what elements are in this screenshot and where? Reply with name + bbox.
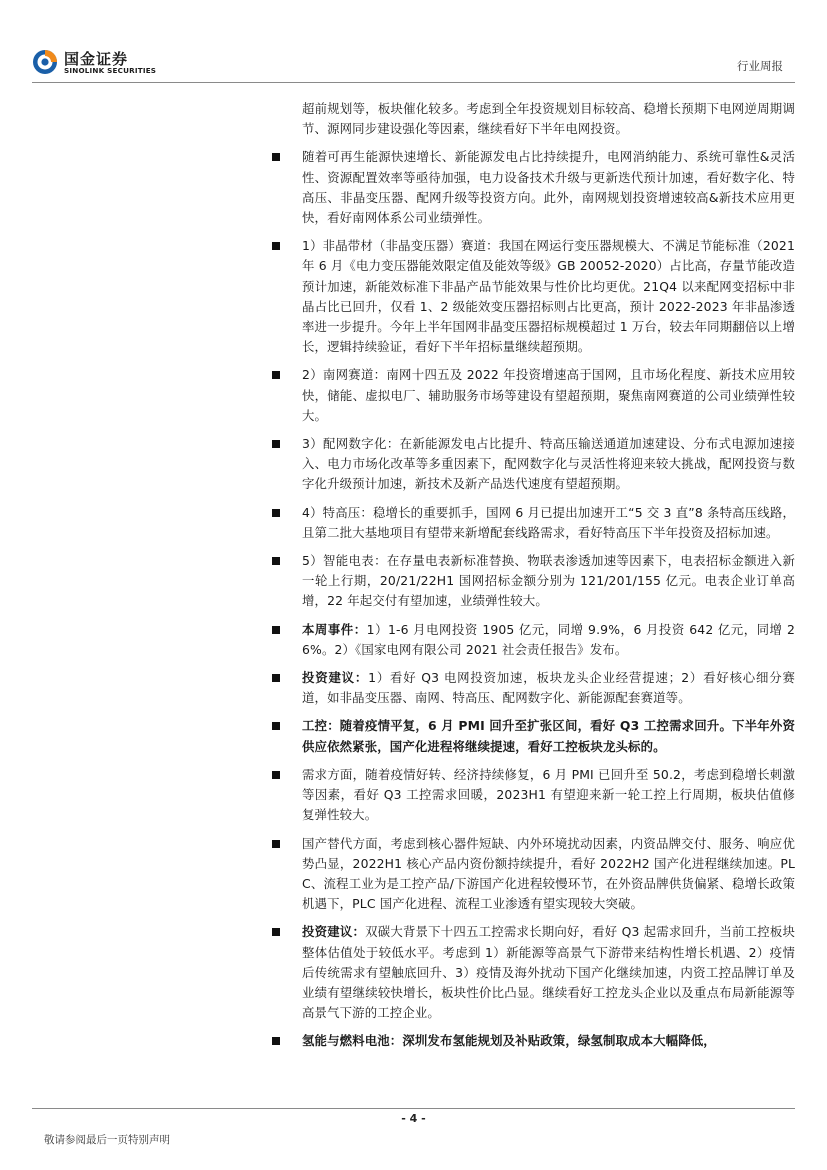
square-bullet-icon bbox=[272, 1037, 280, 1045]
paragraph-text bbox=[302, 503, 795, 543]
paragraph-body: 2）南网赛道：南网十四五及 2022 年投资增速高于国网，且市场化程度、新技术应用较快，储能、虚拟电厂、辅助服务市场等建设有望超预期，聚焦南网赛道的公司业绩弹性较大。 bbox=[302, 367, 795, 423]
paragraph-body: 1）看好 Q3 电网投资加速，板块龙头企业经营提速；2）看好核心细分赛道，如非晶变压器、南网、特高压、配网数字化、新能源配套赛道等。 bbox=[302, 670, 796, 706]
logo-text-cn: 国金证券 bbox=[64, 50, 129, 68]
section-heading-item bbox=[32, 716, 795, 756]
logo-text-en: SINOLINK SECURITIES bbox=[64, 66, 157, 75]
paragraph-lead: 本周事件： bbox=[302, 621, 367, 637]
sinolink-logo-icon bbox=[32, 49, 58, 75]
report-body bbox=[32, 92, 795, 1052]
paragraph-body: 4）特高压：稳增长的重要抓手，国网 6 月已提出加速开工“5 交 3 直”8 条特高压线路，且第二批大基地项目有望带来新增配套线路需求，看好特高压下半年投资及招标加速。 bbox=[302, 504, 795, 540]
paragraph-text bbox=[302, 147, 795, 228]
page-header bbox=[0, 0, 827, 92]
bullet-item bbox=[32, 147, 795, 228]
paragraph-text bbox=[302, 922, 795, 1023]
paragraph-text bbox=[302, 434, 795, 495]
footer-divider bbox=[32, 1108, 795, 1109]
report-type-label: 行业周报 bbox=[737, 59, 783, 73]
bullet-item bbox=[32, 620, 795, 660]
paragraph-body: 国产替代方面，考虑到核心器件短缺、内外环境扰动因素，内资品牌交付、服务、响应优势凸显，2022H1 核心产品内资份额持续提升，看好 2022H2 国产化进程继续加速。PLC、流程工业为是工控产品/下游国产化进程较慢环节，在外资品牌供货偏紧、稳增长政策机遇下，PLC 国产化进程、流程工业渗透有望实现较大突破。 bbox=[302, 835, 795, 912]
paragraph-lead: 投资建议： bbox=[302, 924, 366, 940]
bullet-item bbox=[32, 668, 795, 708]
paragraph-body: 工控：随着疫情平复，6 月 PMI 回升至扩张区间，看好 Q3 工控需求回升。下半年外资供应依然紧张，国产化进程将继续提速，看好工控板块龙头标的。 bbox=[302, 718, 795, 754]
paragraph-body: 随着可再生能源快速增长、新能源发电占比持续提升，电网消纳能力、系统可靠性&灵活性、资源配置效率等亟待加强，电力设备技术升级与更新迭代预计加速，看好数字化、特高压、非晶变压器、配网升级等投资方向。此外，南网规划投资增速较高&新技术应用更快，看好南网体系公司业绩弹性。 bbox=[302, 149, 795, 226]
paragraph-body: 3）配网数字化：在新能源发电占比提升、特高压输送通道加速建设、分布式电源加速接入、电力市场化改革等多重因素下，配网数字化与灵活性将迎来较大挑战，配网投资与数字化升级预计加速，新技术及新产品迭代速度有望超预期。 bbox=[302, 436, 795, 492]
section-heading-text bbox=[302, 716, 795, 756]
footer-disclaimer: 敬请参阅最后一页特别声明 bbox=[44, 1134, 170, 1146]
square-bullet-icon bbox=[272, 722, 280, 730]
paragraph-text bbox=[302, 668, 795, 708]
header-divider bbox=[32, 82, 795, 83]
square-bullet-icon bbox=[272, 371, 280, 379]
paragraph-lead: 投资建议： bbox=[302, 670, 369, 686]
bullet-item bbox=[32, 834, 795, 915]
intro-paragraph bbox=[32, 99, 795, 139]
paragraph-body: 氢能与燃料电池：深圳发布氢能规划及补贴政策，绿氢制取成本大幅降低， bbox=[302, 1033, 716, 1049]
bullet-item bbox=[32, 922, 795, 1023]
bullet-item bbox=[32, 434, 795, 495]
bullet-item bbox=[32, 765, 795, 826]
bullet-item bbox=[32, 551, 795, 612]
paragraph-text bbox=[302, 236, 795, 357]
page-number: - 4 - bbox=[401, 1112, 426, 1125]
paragraph-body: 1）1-6 月电网投资 1905 亿元，同增 9.9%，6 月投资 642 亿元，同增 26%。2）《国家电网有限公司 2021 社会责任报告》发布。 bbox=[302, 621, 795, 657]
paragraph-body: 5）智能电表：在存量电表新标准替换、物联表渗透加速等因素下，电表招标金额进入新一轮上行期，20/21/22H1 国网招标金额分别为 121/201/155 亿元。电表企业订单高增，22 年起交付有望加速，业绩弹性较大。 bbox=[302, 553, 795, 609]
square-bullet-icon bbox=[272, 771, 280, 779]
square-bullet-icon bbox=[272, 153, 280, 161]
paragraph-text bbox=[302, 834, 795, 915]
section-heading-item bbox=[32, 1031, 795, 1051]
paragraph-body: 需求方面，随着疫情好转、经济持续修复，6 月 PMI 已回升至 50.2，考虑到稳增长刺激等因素，看好 Q3 工控需求回暖，2023H1 有望迎来新一轮工控上行周期，板块估值修复弹性较大。 bbox=[302, 766, 795, 823]
bullet-item bbox=[32, 236, 795, 357]
paragraph-text bbox=[302, 765, 795, 826]
paragraph-body: 1）非晶带材（非晶变压器）赛道：我国在网运行变压器规模大、不满足节能标准（2021 年 6 月《电力变压器能效限定值及能效等级》GB 20052-2020）占比高，存量节能改造预计加速，新能效标准下非晶产品节能效果与性价比均更优。21Q4 以来配网变招标中非晶占比已回升，仅看 1、2 级能效变压器招标则占比更高，预计 2022-2023 年非晶渗透率进一步提升。今年上半年国网非晶变压器招标规模超过 1 万台，较去年同期翻倍以上增长，逻辑持续验证，看好下半年招标量继续超预期。 bbox=[302, 238, 795, 355]
section-heading-text bbox=[302, 1031, 795, 1051]
paragraph-text: 超前规划等，板块催化较多。考虑到全年投资规划目标较高、稳增长预期下电网逆周期调节、源网同步建设强化等因素，继续看好下半年电网投资。 bbox=[302, 101, 795, 137]
bullet-item bbox=[32, 503, 795, 543]
paragraph-text bbox=[302, 365, 795, 426]
square-bullet-icon bbox=[272, 440, 280, 448]
square-bullet-icon bbox=[272, 674, 280, 682]
square-bullet-icon bbox=[272, 626, 280, 634]
paragraph-text bbox=[302, 620, 795, 660]
square-bullet-icon bbox=[272, 242, 280, 250]
square-bullet-icon bbox=[272, 928, 280, 936]
paragraph-body: 双碳大背景下十四五工控需求长期向好，看好 Q3 起需求回升，当前工控板块整体估值处于较低水平。考虑到 1）新能源等高景气下游带来结构性增长机遇、2）疫情后传统需求有望触底回升、3）疫情及海外扰动下国产化继续加速，内资工控品牌订单及业绩有望继续较快增长，板块性价比凸显。继续看好工控龙头企业以及重点布局新能源等高景气下游的工控企业。 bbox=[302, 924, 796, 1021]
square-bullet-icon bbox=[272, 509, 280, 517]
sinolink-logo bbox=[32, 46, 212, 78]
square-bullet-icon bbox=[272, 840, 280, 848]
paragraph-text bbox=[302, 551, 795, 612]
square-bullet-icon bbox=[272, 557, 280, 565]
bullet-item bbox=[32, 365, 795, 426]
